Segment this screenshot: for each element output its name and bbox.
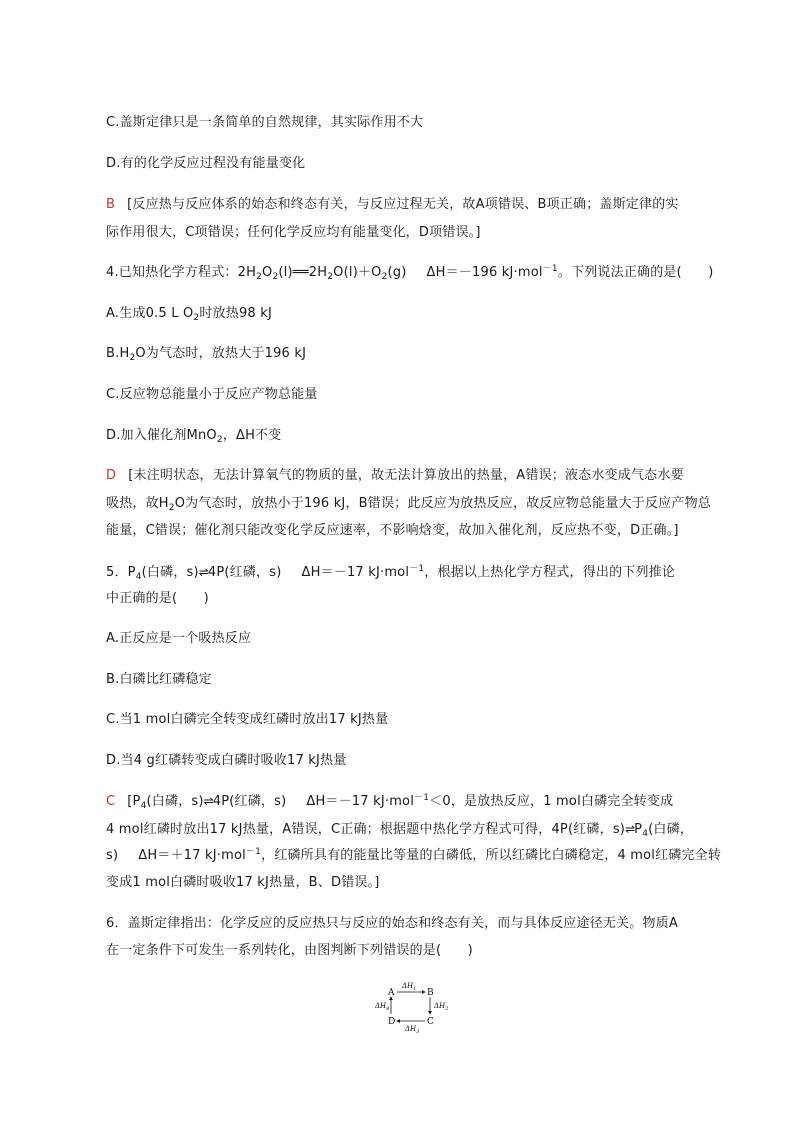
q4-option-b-text: O为气态时，放热大于196 kJ [135,346,307,361]
q5-answer-part: (白磷， [648,822,693,837]
q4-answer-line-1 [106,467,684,485]
q5-answer-line-2 [106,820,693,839]
q5-answer-part: (白磷，s) [146,794,204,809]
q5-stem-part: ΔH＝－17 kJ·mol [301,565,410,580]
label-dh3: $\Delta H_3$ [405,1025,420,1035]
q4-stem-part: (g) [387,265,407,280]
q5-answer-line-3 [106,847,721,865]
q5-option-b: B.白磷比红磷稳定 [106,672,212,687]
q4-sub: 2 [327,272,334,282]
q4-option-c: C.反应物总能量小于反应产物总能量 [106,387,318,402]
q5-answer-part: P [634,822,643,837]
q5-answer-part: 4P(红磷，s) [212,794,287,809]
q4-sub: 2 [216,435,223,445]
q4-option-b [106,345,306,363]
q3-option-c: C.盖斯定律只是一条简单的自然规律，其实际作用不大 [106,115,424,130]
q6-stem-line-2: 在一定条件下可发生一系列转化，由图判断下列错误的是( ) [106,943,473,958]
q5-sub: 4 [642,829,649,839]
q4-answer-text-2: 吸热，故H [106,496,169,511]
q5-stem-line-1 [106,563,675,582]
label-dh2: $\Delta H_2$ [434,1002,449,1012]
q4-option-d [106,427,281,445]
q5-sup: －1 [409,564,425,574]
q4-answer-text-1: [未注明状态，无法计算氧气的物质的量，故无法计算放出的热量，A错误；液态水变成气态水要 [128,468,684,483]
equilibrium-arrow-icon: ⇌ [625,822,635,836]
q5-answer-letter: C [106,794,116,809]
q4-option-a-text: A.生成0.5 L O [106,306,194,321]
q3-answer-letter: B [106,197,116,212]
q6-stem-line-1: 6．盖斯定律指出：化学反应的反应热只与反应的始态和终态有关，而与具体反应途径无关。物质A [106,916,678,931]
q5-sub: 4 [135,572,142,582]
q4-sub: 2 [168,503,175,513]
q5-answer-part: s) [106,848,119,863]
q3-answer-text-1: [反应热与反应体系的始态和终态有关，与反应过程无关，故A项错误、B项正确；盖斯定律的实 [127,197,679,212]
q5-answer-part: 4 mol红磷时放出17 kJ热量，A错误，C正确；根据题中热化学方程式可得，4P(红磷，s) [106,822,626,837]
node-a: A [388,988,395,998]
q4-stem-part: O(l)＋O [333,265,382,280]
q4-sub: 2 [193,313,200,323]
q3-answer-line-2: 际作用很大，C项错误；任何化学反应均有能量变化，D项错误。] [106,225,481,240]
q4-stem-part: 。下列说法正确的是( ) [557,265,714,280]
node-d: D [388,1017,396,1027]
q4-sub: 2 [256,272,262,282]
q4-option-a-text: 时放热98 kJ [199,306,272,321]
q4-answer-text-2: O为气态时，放热小于196 kJ，B错误；此反应为放热反应，故反应物总能量大于反应产物总 [174,496,711,511]
reaction-cycle-diagram [370,980,460,1035]
equilibrium-arrow-icon: ⇌ [198,565,208,579]
q4-stem-part: O [262,265,273,280]
node-c: C [427,1017,434,1027]
q4-sup: －1 [542,264,558,274]
q4-stem-part: ΔH＝－196 kJ·mol [426,265,543,280]
q5-answer-part: ，红磷所具有的能量比等量的白磷低，所以红磷比白磷稳定，4 mol红磷完全转 [261,848,722,863]
q5-answer-part: [P [127,794,141,809]
q4-stem-part: (l)══2H [278,265,328,280]
q5-sup: －1 [245,847,262,857]
q4-answer-letter: D [106,468,117,483]
q4-sub: 2 [129,353,136,363]
q5-answer-line-1 [106,792,673,811]
q4-option-b-text: B.H [106,346,130,361]
q5-stem-part: 4P(红磷，s) [207,565,282,580]
q4-answer-line-3: 能量，C错误；催化剂只能改变化学反应速率，不影响焓变，故加入催化剂，反应热不变，D正确。] [106,523,679,538]
q5-stem-part: ，根据以上热化学方程式，得出的下列推论 [424,565,676,580]
q5-option-c: C.当1 mol白磷完全转变成红磷时放出17 kJ热量 [106,712,389,727]
q5-stem-part: 5．P [106,565,136,580]
q4-option-a [106,305,272,323]
q3-option-d: D.有的化学反应过程没有能量变化 [106,156,306,171]
q4-sub: 2 [272,272,279,282]
node-b: B [427,988,434,998]
q5-stem-part: (白磷，s) [141,565,199,580]
q5-answer-part: ＜0，是放热反应，1 mol白磷完全转变成 [429,794,674,809]
q5-answer-part: ΔH＝＋17 kJ·mol [138,848,246,863]
label-dh1: $\Delta H_1$ [402,982,417,992]
q5-stem-line-2: 中正确的是( ) [106,591,209,606]
q4-answer-line-2 [106,495,711,513]
q5-answer-part: ΔH＝－17 kJ·mol [306,794,415,809]
q4-option-d-text: ，ΔH不变 [222,428,282,443]
q5-sub: 4 [140,801,147,811]
q5-option-d: D.当4 g红磷转变成白磷时吸收17 kJ热量 [106,753,347,768]
q5-answer-line-4: 变成1 mol白磷时吸收17 kJ热量，B、D错误。] [106,875,380,890]
q3-answer-line-1 [106,196,679,214]
q4-option-d-text: D.加入催化剂MnO [106,428,217,443]
q5-sup: －1 [414,793,430,803]
q4-stem [106,264,714,282]
equilibrium-arrow-icon: ⇌ [203,794,213,808]
q5-option-a: A.正反应是一个吸热反应 [106,631,252,646]
q4-sub: 2 [381,272,388,282]
label-dh4: $\Delta H_4$ [375,1002,390,1012]
q4-stem-part: 4.已知热化学方程式：2H [106,265,257,280]
